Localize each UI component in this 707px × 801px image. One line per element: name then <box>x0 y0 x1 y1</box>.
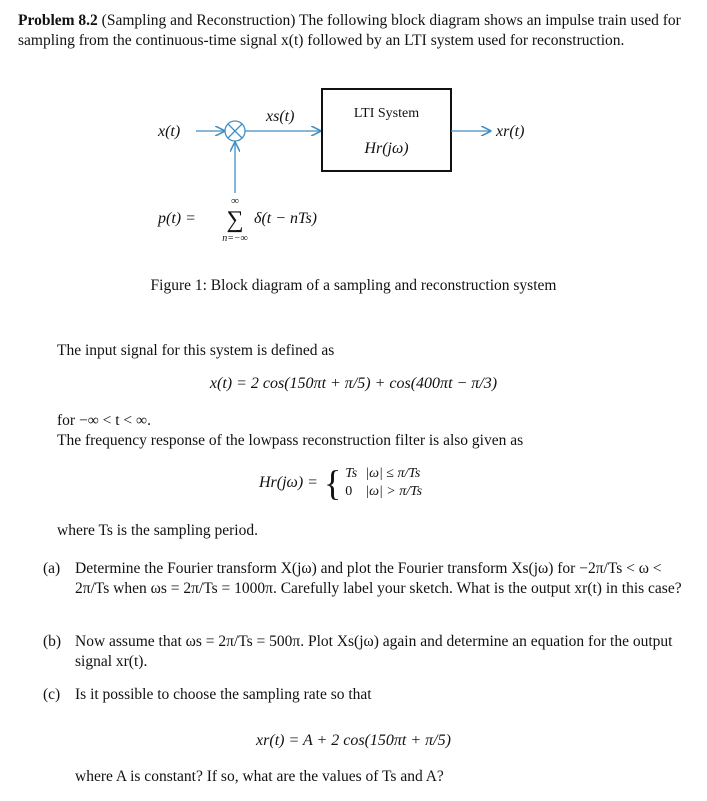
filter-case-2: 0 |ω| > π/Ts <box>345 484 423 499</box>
part-b-text: Now assume that ωs = 2π/Ts = 500π. Plot Xs(jω) again and determine an equation for the output signal xr(t). <box>75 633 673 670</box>
filter-intro: The frequency response of the lowpass reconstruction filter is also given as <box>57 432 524 449</box>
part-c-equation: xr(t) = A + 2 cos(150πt + π/5) <box>256 732 451 749</box>
input-signal-label: x(t) <box>158 123 181 140</box>
filter-cases <box>345 465 430 501</box>
lti-title: LTI System <box>353 106 420 121</box>
filter-equation <box>259 465 430 501</box>
sum-lower-limit: n=−∞ <box>222 233 248 244</box>
figure-caption: Figure 1: Block diagram of a sampling and reconstruction system <box>150 277 557 294</box>
brace-icon: { <box>323 463 342 503</box>
part-c-label: (c) <box>43 686 61 703</box>
output-signal-label: xr(t) <box>496 123 525 140</box>
impulse-term: δ(t − nTs) <box>254 210 317 227</box>
part-b <box>43 632 695 672</box>
multiplier-icon <box>225 121 245 141</box>
part-c <box>43 685 695 705</box>
sum-icon: ∑ <box>226 207 244 233</box>
impulse-train-lhs: p(t) = <box>158 210 196 227</box>
part-a <box>43 559 695 599</box>
filter-lhs: Hr(jω) = <box>259 474 318 491</box>
lti-response: Hr(jω) <box>364 140 409 157</box>
part-b-label: (b) <box>43 633 62 650</box>
input-equation: x(t) = 2 cos(150πt + π/5) + cos(400πt − π/3) <box>209 375 498 392</box>
problem-label: Problem 8.2 <box>18 12 98 29</box>
part-a-label: (a) <box>43 560 61 577</box>
sum-upper-limit: ∞ <box>231 195 239 207</box>
lti-system-block <box>322 89 451 171</box>
part-c-question: where A is constant? If so, what are the values of Ts and A? <box>75 768 444 785</box>
part-c-text: Is it possible to choose the sampling rate so that <box>75 686 372 703</box>
filter-case-1: Ts |ω| ≤ π/Ts <box>345 466 421 481</box>
ts-definition: where Ts is the sampling period. <box>57 522 258 539</box>
domain-text: for −∞ < t < ∞. <box>57 412 151 429</box>
input-intro: The input signal for this system is defined as <box>57 342 335 359</box>
problem-intro: (Sampling and Reconstruction) The following block diagram shows an impulse train used for sampling from the continuous-time signal x(t) followed by an LTI system used for reconstruction. <box>18 12 681 49</box>
sampled-signal-label: xs(t) <box>266 108 295 125</box>
part-a-text: Determine the Fourier transform X(jω) and plot the Fourier transform Xs(jω) for −2π/Ts < ω < 2π/Ts when ωs = 2π/Ts = 1000π. Carefully label your sketch. What is the output xr(t) in this case? <box>75 560 682 597</box>
